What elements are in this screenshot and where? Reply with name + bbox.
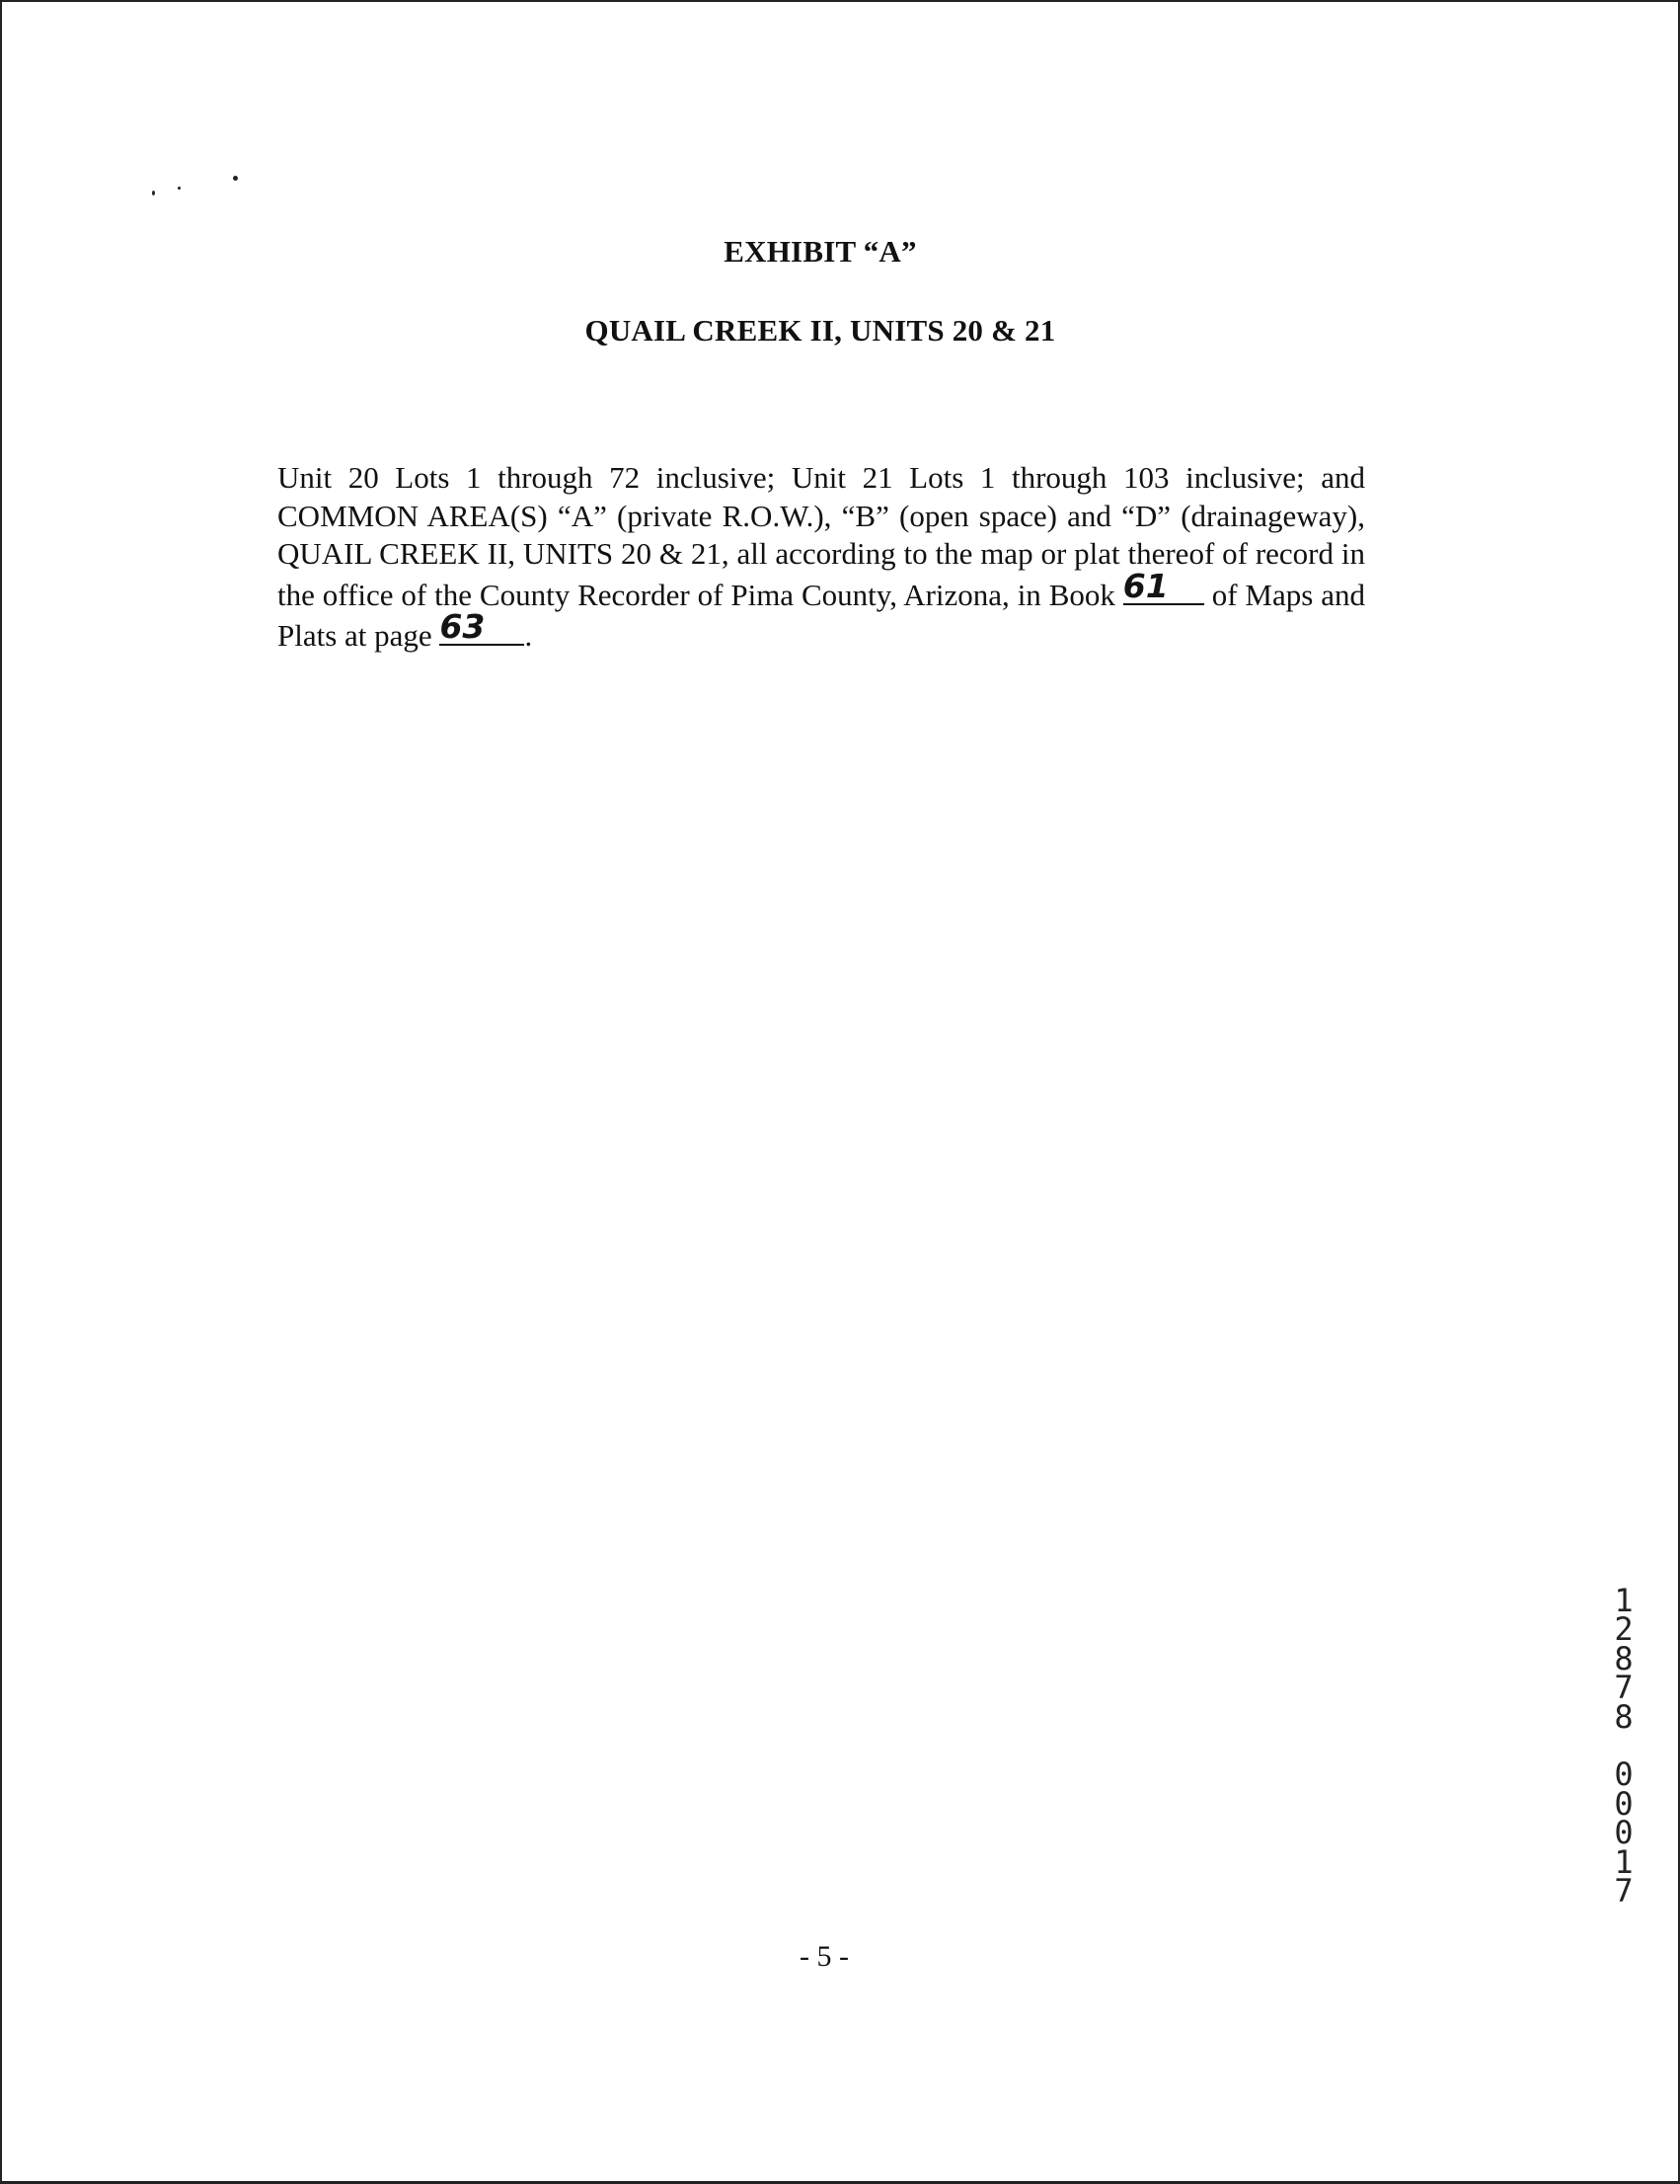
book-number-handwritten: 61 (1122, 566, 1169, 605)
exhibit-title: EXHIBIT “A” (724, 234, 917, 269)
scan-speck (152, 191, 155, 195)
legal-description-text-middle: of Maps and Plats at page (277, 577, 1365, 654)
legal-description-paragraph (277, 459, 1365, 656)
subdivision-title: QUAIL CREEK II, UNITS 20 & 21 (584, 313, 1056, 348)
legal-description-period: . (524, 618, 533, 654)
legal-description-text: Unit 20 Lots 1 through 72 inclusive; Unit 21 Lots 1 through 103 inclusive; and COMMON AREA(S) “A” (private R.O.W.), “B” (open space) and “D” (drainageway), QUAIL CREEK II, UNITS 20 & 21, all according to the map or plat thereof of record in the office of the County Recorder of Pima County, Arizona, in Book (277, 460, 1365, 612)
page-border-top (0, 0, 1680, 2)
page-reference-blank (439, 607, 524, 647)
recorder-document-number (1609, 1582, 1639, 1911)
page-reference-handwritten: 63 (439, 607, 486, 647)
scan-speck (178, 187, 181, 190)
page-number: - 5 - (800, 1940, 849, 1973)
book-number-blank (1122, 566, 1204, 605)
recorder-document-number-text: 1 2 8 7 8 0 0 0 1 7 (1614, 1582, 1634, 1911)
scan-speck (233, 176, 238, 181)
